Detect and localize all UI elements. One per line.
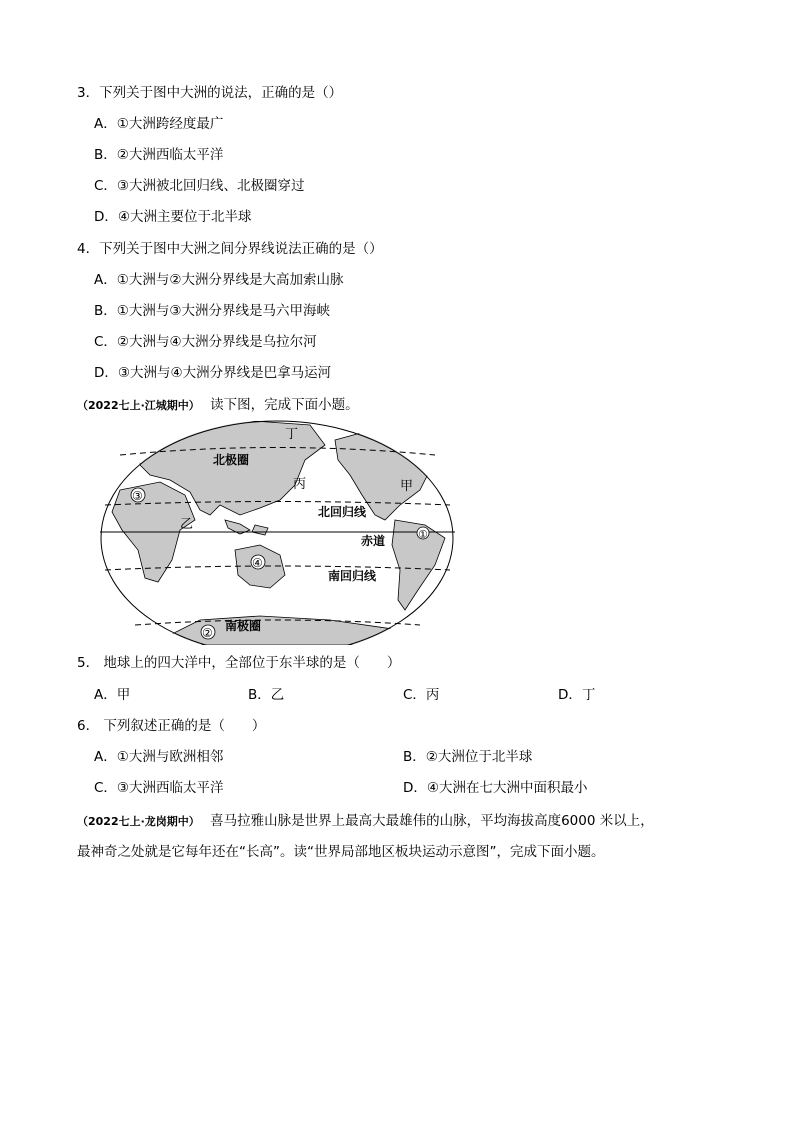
q4-option-d: D．③大洲与④大洲分界线是巴拿马运河 bbox=[94, 365, 332, 381]
q4-option-c: C．②大洲与④大洲分界线是乌拉尔河 bbox=[94, 334, 317, 350]
q5-option-a: A．甲 bbox=[94, 687, 131, 703]
intro2-line1 bbox=[77, 812, 654, 831]
q5-option-b: B．乙 bbox=[248, 687, 285, 703]
q5-option-d: D．丁 bbox=[558, 687, 596, 703]
marker-4-text: ④ bbox=[252, 556, 263, 570]
intro2-text2: 最神奇之处就是它每年还在“长高”。读“世界局部地区板块运动示意图”，完成下面小题。 bbox=[77, 844, 605, 860]
q6-option-a: A．①大洲与欧洲相邻 bbox=[94, 749, 224, 765]
label-tropic-capricorn: 南回归线 bbox=[328, 569, 377, 583]
q4-option-a: A．①大洲与②大洲分界线是大高加索山脉 bbox=[94, 272, 344, 288]
label-jia: 甲 bbox=[400, 479, 414, 494]
intro2-text1: 喜马拉雅山脉是世界上最高大最雄伟的山脉，平均海拔高度6000 米以上， bbox=[210, 813, 654, 829]
q6-stem: 6． 下列叙述正确的是（ ） bbox=[77, 718, 266, 734]
q3-option-b: B．②大洲西临太平洋 bbox=[94, 147, 224, 163]
label-arctic-circle: 北极圈 bbox=[213, 453, 250, 467]
q5-option-c: C．丙 bbox=[403, 687, 440, 703]
intro2-source: （2022七上·龙岗期中） bbox=[77, 815, 200, 828]
world-map bbox=[100, 420, 455, 645]
intro1-source: （2022七上·江城期中） bbox=[77, 399, 200, 412]
q3-option-d: D．④大洲主要位于北半球 bbox=[94, 209, 252, 225]
q3-option-c: C．③大洲被北回归线、北极圈穿过 bbox=[94, 178, 305, 194]
q3-option-a: A．①大洲跨经度最广 bbox=[94, 116, 224, 132]
label-equator: 赤道 bbox=[361, 534, 386, 548]
marker-2-text: ② bbox=[202, 626, 213, 640]
q3-stem: 3．下列关于图中大洲的说法，正确的是（） bbox=[77, 85, 343, 101]
marker-1-text: ① bbox=[418, 528, 428, 541]
label-tropic-cancer: 北回归线 bbox=[318, 505, 367, 519]
q4-stem: 4．下列关于图中大洲之间分界线说法正确的是（） bbox=[77, 241, 383, 257]
label-bing: 丙 bbox=[293, 477, 307, 492]
greenland-landmass bbox=[400, 420, 445, 448]
intro1-text: 读下图，完成下面小题。 bbox=[210, 397, 359, 413]
marker-3-text: ③ bbox=[132, 489, 143, 503]
marker-1 bbox=[417, 527, 429, 541]
q6-option-d: D．④大洲在七大洲中面积最小 bbox=[403, 780, 588, 796]
q5-stem: 5． 地球上的四大洋中，全部位于东半球的是（ ） bbox=[77, 655, 401, 671]
q6-option-c: C．③大洲西临太平洋 bbox=[94, 780, 224, 796]
q4-option-b: B．①大洲与③大洲分界线是马六甲海峡 bbox=[94, 303, 330, 319]
intro1 bbox=[77, 396, 359, 415]
label-antarctic-circle: 南极圈 bbox=[225, 619, 262, 633]
label-yi: 乙 bbox=[180, 517, 194, 532]
label-ding: 丁 bbox=[285, 427, 299, 442]
q6-option-b: B．②大洲位于北半球 bbox=[403, 749, 533, 765]
